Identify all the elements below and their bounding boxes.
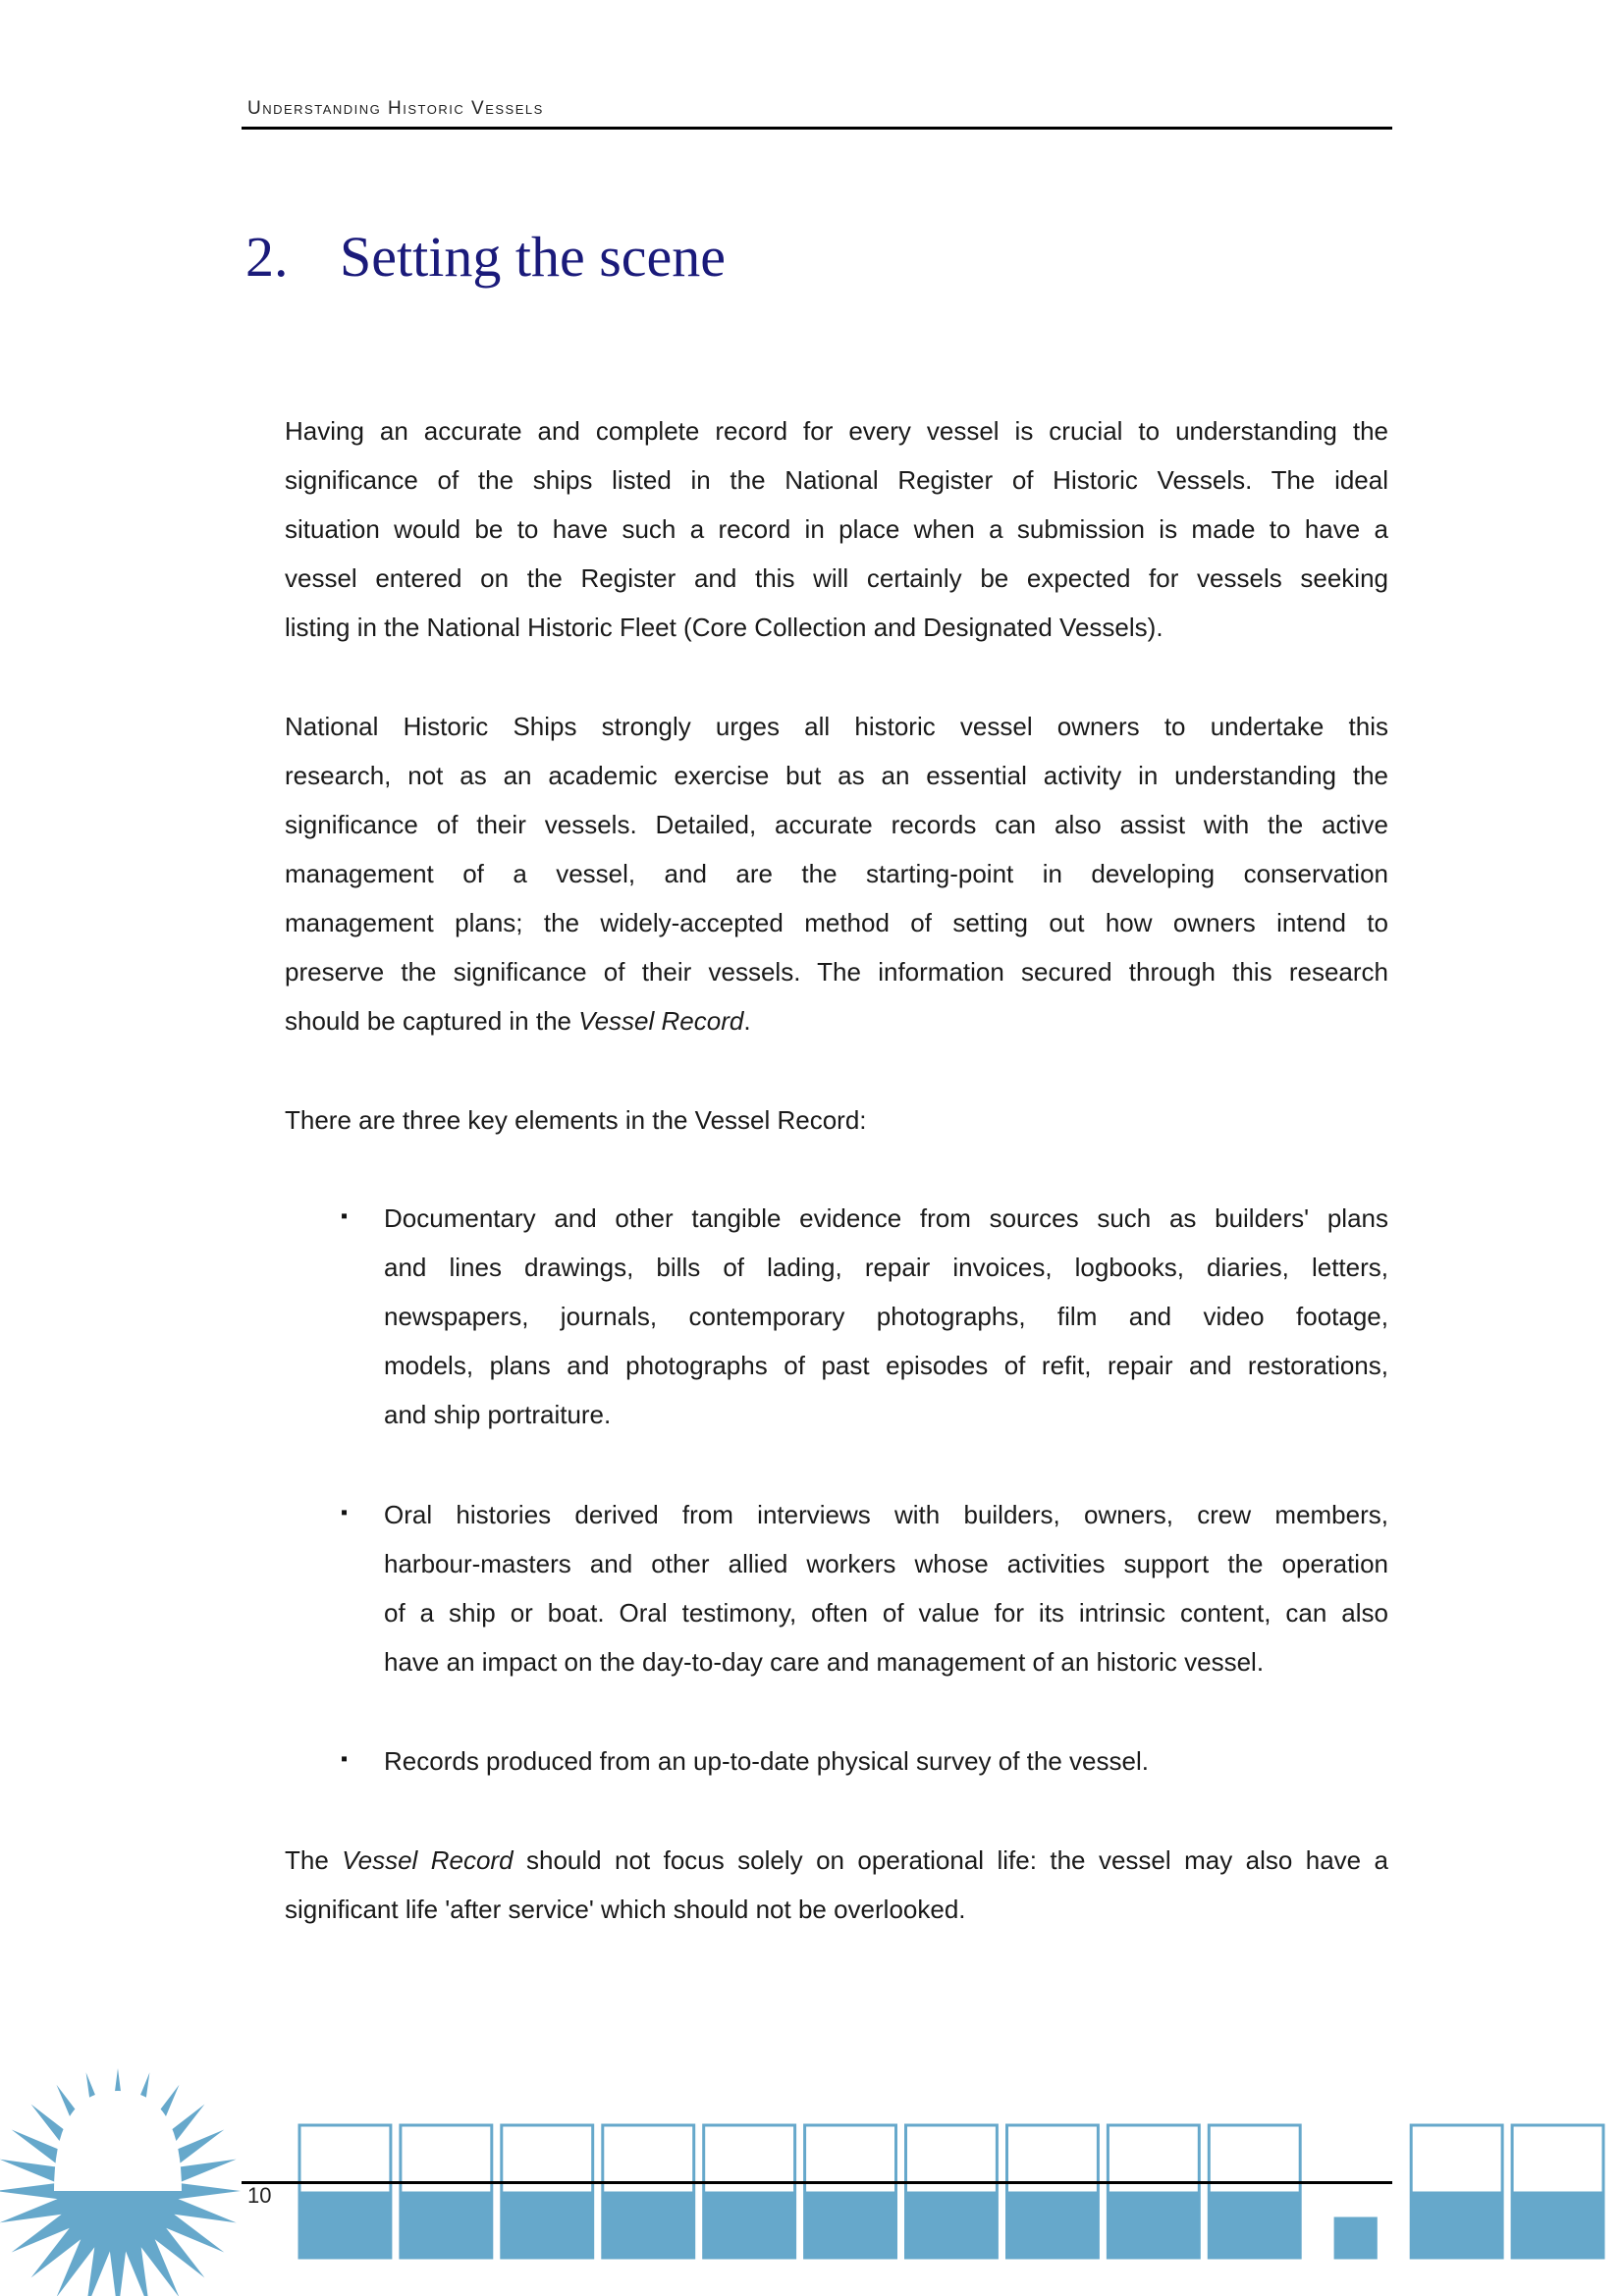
bullet-item-2 — [384, 1490, 1388, 1686]
text-line: and lines drawings, bills of lading, repair invoices, logbooks, diaries, letters, — [384, 1253, 1388, 1282]
text-line: significance of their vessels. Detailed, accurate records can also assist with the active — [285, 810, 1388, 839]
page-number: 10 — [247, 2183, 272, 2208]
bullet-marker: ▪ — [341, 1205, 349, 1227]
italic-term: Vessel Record — [342, 1845, 514, 1875]
text-line: vessel entered on the Register and this will certainly be expected for vessels seeking — [285, 563, 1388, 593]
text-line: situation would be to have such a record in place when a submission is made to have a — [285, 514, 1388, 544]
text-line: Having an accurate and complete record for every vessel is crucial to understanding the — [285, 416, 1388, 446]
watermark-wordmark — [299, 2125, 1603, 2258]
text-line: newspapers, journals, contemporary photographs, film and video footage, — [384, 1302, 1388, 1331]
watermark-logo — [0, 2061, 1623, 2296]
text-run: The — [285, 1845, 343, 1875]
text-run: should not focus solely on operational life: the vessel may also have a — [513, 1845, 1389, 1875]
text-line: of a ship or boat. Oral testimony, often of value for its intrinsic content, can also — [384, 1598, 1388, 1628]
text-line: models, plans and photographs of past episodes of refit, repair and restorations, — [384, 1351, 1388, 1380]
paragraph-2 — [285, 702, 1388, 1045]
bullet-marker: ▪ — [341, 1748, 349, 1770]
text-line: Documentary and other tangible evidence from sources such as builders' plans — [384, 1203, 1388, 1233]
text-line: significance of the ships listed in the National Register of Historic Vessels. The ideal — [285, 465, 1388, 495]
text-run: should be captured in the — [285, 1006, 579, 1036]
text-line: management of a vessel, and are the starting-point in developing conservation — [285, 859, 1388, 888]
header-rule — [242, 127, 1392, 130]
bullet-marker: ▪ — [341, 1502, 349, 1523]
footer-rule — [242, 2181, 1392, 2184]
bullet-item-3 — [384, 1736, 1388, 1786]
paragraph-3 — [285, 1095, 1388, 1145]
text-line: research, not as an academic exercise but as an essential activity in understanding the — [285, 761, 1388, 790]
text-line: preserve the significance of their vessels. The information secured through this research — [285, 957, 1388, 987]
text-line: management plans; the widely-accepted method of setting out how owners intend to — [285, 908, 1388, 937]
text-run: . — [743, 1006, 751, 1036]
paragraph-1 — [285, 406, 1388, 652]
text-line: listing in the National Historic Fleet (Core Collection and Designated Vessels). — [285, 613, 1163, 642]
text-line — [285, 996, 1388, 1045]
text-line: have an impact on the day-to-day care and management of an historic vessel. — [384, 1647, 1265, 1677]
text-line: and ship portraiture. — [384, 1400, 612, 1429]
italic-term: Vessel Record — [578, 1006, 744, 1036]
text-line: harbour-masters and other allied workers whose activities support the operation — [384, 1549, 1388, 1578]
text-line — [285, 1836, 1388, 1885]
text-line: National Historic Ships strongly urges all historic vessel owners to undertake this — [285, 712, 1388, 741]
running-header: Understanding Historic Vessels — [247, 98, 544, 119]
bullet-item-1 — [384, 1194, 1388, 1439]
section-number: 2. — [245, 225, 289, 289]
text-line: significant life 'after service' which should not be overlooked. — [285, 1895, 966, 1924]
section-title: Setting the scene — [340, 225, 727, 289]
section-heading — [245, 224, 726, 290]
sun-icon — [0, 2068, 241, 2296]
text-line: Records produced from an up-to-date physical survey of the vessel. — [384, 1746, 1149, 1776]
text-line: There are three key elements in the Vessel Record: — [285, 1105, 867, 1135]
closing-paragraph — [285, 1836, 1388, 1934]
text-line: Oral histories derived from interviews with builders, owners, crew members, — [384, 1500, 1388, 1529]
